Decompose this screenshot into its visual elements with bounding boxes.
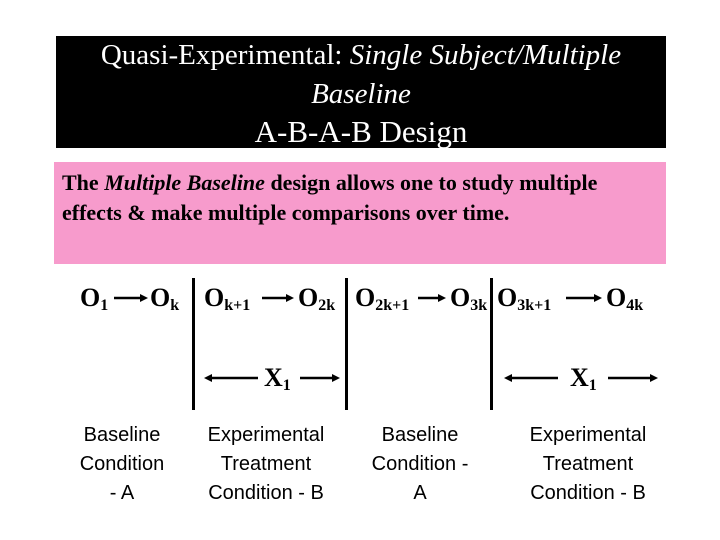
- observation-sub: 3k: [470, 297, 488, 314]
- observation-sub: 2k: [318, 297, 336, 314]
- condition-baseline-a-second: [350, 421, 490, 508]
- observation-sub: 3k+1: [517, 297, 552, 314]
- treatment-sub: 1: [588, 377, 597, 394]
- title-line-2: Baseline: [311, 78, 411, 110]
- arrowhead-right-icon: [332, 374, 340, 382]
- condition-line: Experimental: [529, 424, 647, 446]
- observation-base: O: [298, 283, 319, 312]
- observation-sub: k: [170, 297, 180, 314]
- arrowhead-left-icon: [504, 374, 512, 382]
- arrowhead-right-icon: [650, 374, 658, 382]
- title-line-1-italic: Single Subject/Multiple: [349, 39, 622, 71]
- condition-treatment-b-first: [184, 421, 348, 508]
- condition-line: - A: [109, 482, 135, 504]
- arrowhead-left-icon: [204, 374, 212, 382]
- condition-line: Condition: [79, 453, 165, 475]
- observation-sub: k+1: [224, 297, 251, 314]
- condition-line: Experimental: [207, 424, 325, 446]
- design-title: A-B-A-B Design: [254, 114, 468, 149]
- observation-base: O: [606, 283, 627, 312]
- observation-sub: 4k: [626, 297, 644, 314]
- description-part-2: design allows one to study multiple effects & make multiple comparisons over time.: [62, 170, 598, 225]
- observation-base: O: [450, 283, 471, 312]
- treatment-base: X: [264, 363, 283, 392]
- condition-line: Treatment: [220, 453, 312, 475]
- condition-line: Condition - B: [530, 482, 646, 504]
- observation-base: O: [80, 283, 101, 312]
- condition-treatment-b-second: [500, 421, 676, 508]
- description-part-1: The: [62, 170, 105, 195]
- observation-base: O: [355, 283, 376, 312]
- observation-base: O: [497, 283, 518, 312]
- arrowhead-right-icon: [286, 294, 294, 302]
- observation-sub: 1: [100, 297, 109, 314]
- arrowhead-right-icon: [594, 294, 602, 302]
- arrowhead-right-icon: [140, 294, 148, 302]
- observation-sub: 2k+1: [375, 297, 410, 314]
- arrowhead-right-icon: [438, 294, 446, 302]
- treatment-sub: 1: [282, 377, 291, 394]
- condition-line: Baseline: [83, 424, 161, 446]
- condition-line: Baseline: [381, 424, 459, 446]
- treatment-base: X: [570, 363, 589, 392]
- title-line-1-plain: Quasi-Experimental:: [100, 39, 350, 71]
- condition-baseline-a: [60, 421, 184, 508]
- description-italic: Multiple Baseline: [104, 170, 265, 195]
- observation-base: O: [204, 283, 225, 312]
- condition-line: Condition -: [371, 453, 469, 475]
- condition-line: Treatment: [542, 453, 634, 475]
- observation-base: O: [150, 283, 171, 312]
- condition-line: A: [413, 482, 427, 504]
- condition-line: Condition - B: [208, 482, 324, 504]
